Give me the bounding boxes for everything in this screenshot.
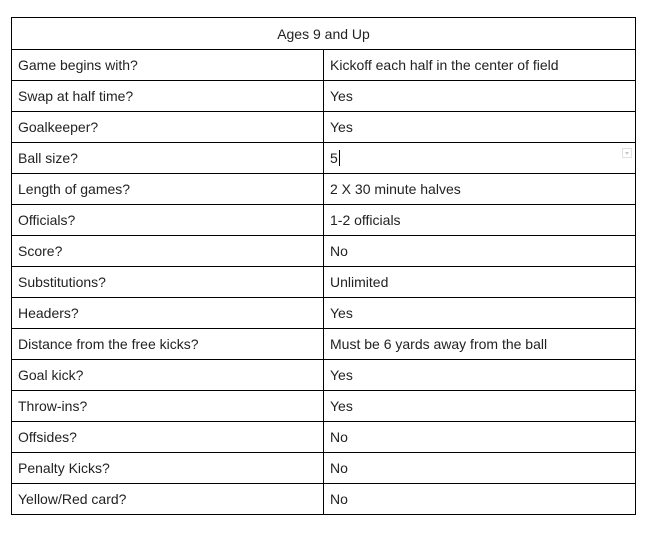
answer-cell[interactable]: No bbox=[324, 484, 636, 515]
table-row bbox=[12, 50, 636, 81]
question-cell[interactable]: Score? bbox=[12, 236, 324, 267]
table-row bbox=[12, 205, 636, 236]
table-row bbox=[12, 236, 636, 267]
table-row bbox=[12, 81, 636, 112]
table-row bbox=[12, 453, 636, 484]
answer-cell[interactable]: No bbox=[324, 236, 636, 267]
answer-cell[interactable]: 1-2 officials bbox=[324, 205, 636, 236]
rules-table bbox=[11, 17, 636, 515]
answer-cell-active[interactable] bbox=[324, 143, 636, 174]
question-cell[interactable]: Throw-ins? bbox=[12, 391, 324, 422]
answer-cell[interactable]: Kickoff each half in the center of field bbox=[324, 50, 636, 81]
question-cell[interactable]: Distance from the free kicks? bbox=[12, 329, 324, 360]
table-row bbox=[12, 329, 636, 360]
answer-cell[interactable]: No bbox=[324, 422, 636, 453]
question-cell[interactable]: Substitutions? bbox=[12, 267, 324, 298]
answer-cell[interactable]: Unlimited bbox=[324, 267, 636, 298]
question-cell[interactable]: Yellow/Red card? bbox=[12, 484, 324, 515]
question-cell[interactable]: Headers? bbox=[12, 298, 324, 329]
question-cell[interactable]: Offsides? bbox=[12, 422, 324, 453]
question-cell[interactable]: Goal kick? bbox=[12, 360, 324, 391]
answer-cell[interactable]: 2 X 30 minute halves bbox=[324, 174, 636, 205]
answer-cell[interactable]: No bbox=[324, 453, 636, 484]
question-cell[interactable]: Ball size? bbox=[12, 143, 324, 174]
table-row bbox=[12, 267, 636, 298]
answer-cell[interactable]: Yes bbox=[324, 81, 636, 112]
table-title-row bbox=[12, 18, 636, 50]
answer-cell[interactable]: Yes bbox=[324, 112, 636, 143]
table-row bbox=[12, 391, 636, 422]
table-row bbox=[12, 112, 636, 143]
question-cell[interactable]: Officials? bbox=[12, 205, 324, 236]
table-row bbox=[12, 484, 636, 515]
answer-cell[interactable]: Yes bbox=[324, 298, 636, 329]
question-cell[interactable]: Swap at half time? bbox=[12, 81, 324, 112]
answer-text: 5 bbox=[330, 150, 338, 166]
chevron-down-icon[interactable] bbox=[622, 148, 632, 158]
question-cell[interactable]: Game begins with? bbox=[12, 50, 324, 81]
table-title[interactable]: Ages 9 and Up bbox=[12, 18, 636, 50]
table-row bbox=[12, 360, 636, 391]
answer-cell[interactable]: Must be 6 yards away from the ball bbox=[324, 329, 636, 360]
table-row bbox=[12, 298, 636, 329]
question-cell[interactable]: Penalty Kicks? bbox=[12, 453, 324, 484]
table-row bbox=[12, 143, 636, 174]
question-cell[interactable]: Length of games? bbox=[12, 174, 324, 205]
question-cell[interactable]: Goalkeeper? bbox=[12, 112, 324, 143]
answer-cell[interactable]: Yes bbox=[324, 360, 636, 391]
table-row bbox=[12, 174, 636, 205]
text-cursor bbox=[339, 150, 340, 166]
rules-table-container bbox=[11, 17, 635, 515]
answer-cell[interactable]: Yes bbox=[324, 391, 636, 422]
table-row bbox=[12, 422, 636, 453]
